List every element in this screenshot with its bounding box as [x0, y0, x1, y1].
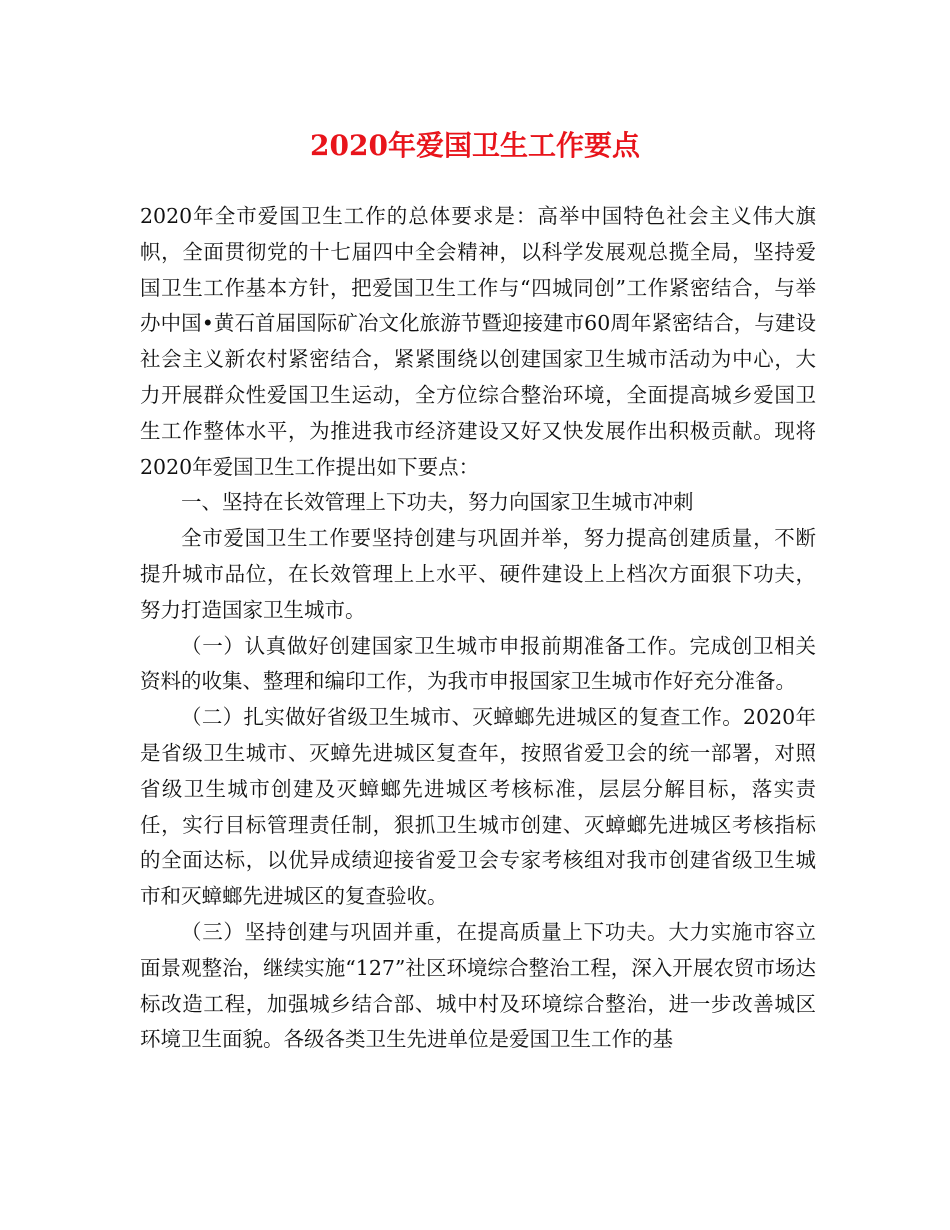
paragraph-section-1: 全市爱国卫生工作要坚持创建与巩固并举，努力提高创建质量，不断提升城市品位，在长效管理上上水平、硬件建设上上档次方面狠下功夫，努力打造国家卫生城市。 [140, 526, 816, 622]
paragraph-item-1: （一）认真做好创建国家卫生城市申报前期准备工作。完成创卫相关资料的收集、整理和编印工作，为我市申报国家卫生城市作好充分准备。 [140, 633, 816, 694]
section-heading-1: 一、坚持在长效管理上下功夫，努力向国家卫生城市冲刺 [181, 490, 694, 515]
paragraph-item-3: （三）坚持创建与巩固并重，在提高质量上下功夫。大力实施市容立面景观整治，继续实施“127”社区环境综合整治工程，深入开展农贸市场达标改造工程，加强城乡结合部、城中村及环境综合整治，进一步改善城区环境卫生面貌。各级各类卫生先进单位是爱国卫生工作的基 [140, 919, 816, 1052]
paragraph-intro: 2020年全市爱国卫生工作的总体要求是：高举中国特色社会主义伟大旗帜，全面贯彻党的十七届四中全会精神，以科学发展观总揽全局，坚持爱国卫生工作基本方针，把爱国卫生工作与“四城同创”工作紧密结合，与举办中国•黄石首届国际矿冶文化旅游节暨迎接建市60周年紧密结合，与建设社会主义新农村紧密结合，紧紧围绕以创建国家卫生城市活动为中心，大力开展群众性爱国卫生运动，全方位综合整治环境，全面提高城乡爱国卫生工作整体水平，为推进我市经济建设又好又快发展作出积极贡献。现将2020年爱国卫生工作提出如下要点： [140, 204, 816, 479]
document-body [140, 199, 816, 1058]
document-title: 2020年爱国卫生工作要点 [310, 129, 640, 162]
paragraph-item-2: （二）扎实做好省级卫生城市、灭蟑螂先进城区的复查工作。2020年是省级卫生城市、灭蟑先进城区复查年，按照省爱卫会的统一部署，对照省级卫生城市创建及灭蟑螂先进城区考核标准，层层分解目标，落实责任，实行目标管理责任制，狠抓卫生城市创建、灭蟑螂先进城区考核指标的全面达标，以优异成绩迎接省爱卫会专家考核组对我市创建省级卫生城市和灭蟑螂先进城区的复查验收。 [140, 705, 816, 909]
